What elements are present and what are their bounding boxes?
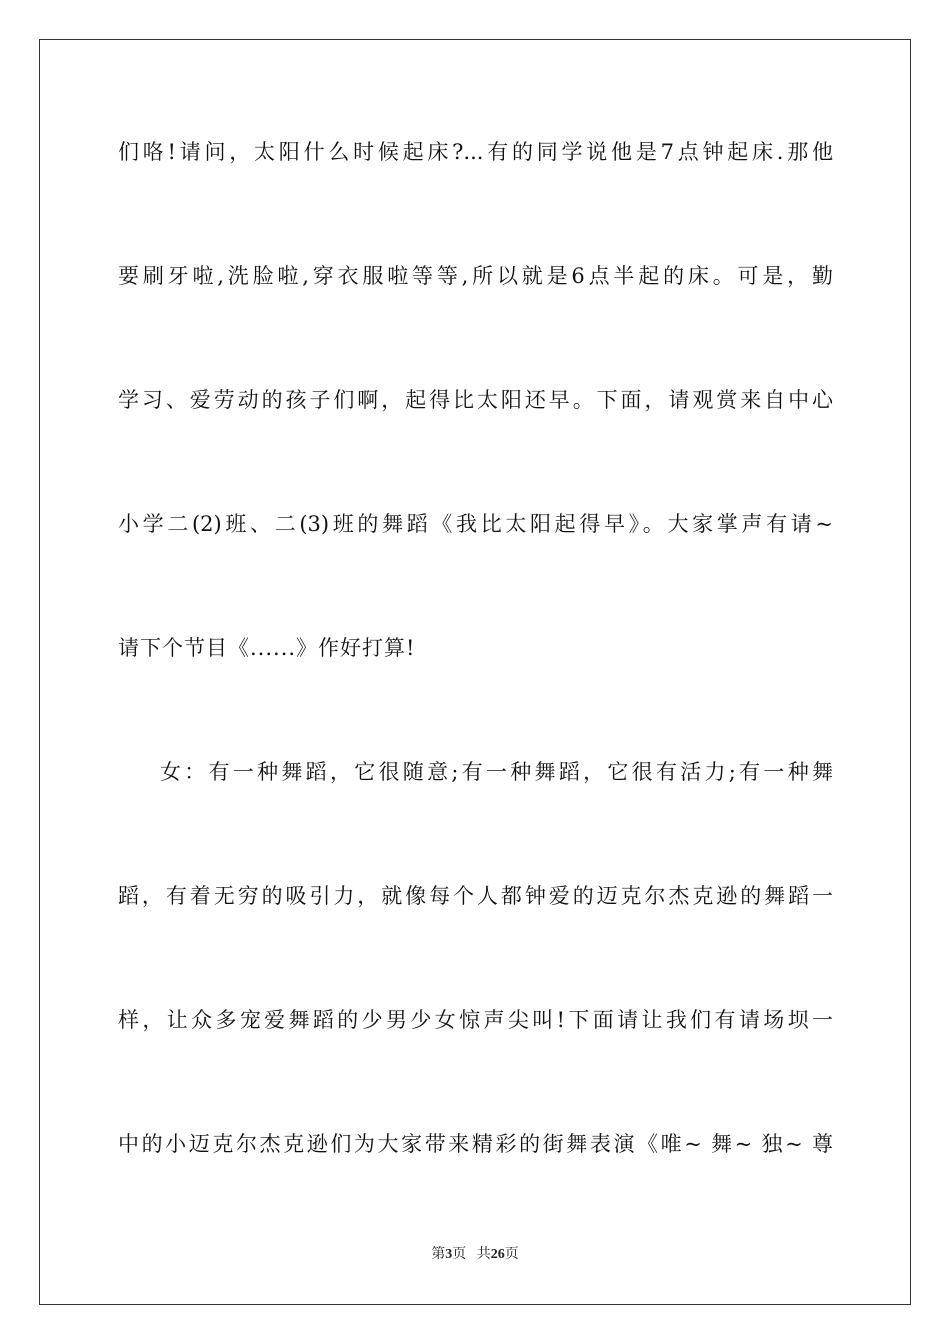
text-line-2: 要刷牙啦,洗脸啦,穿衣服啦等等,所以就是6点半起的床。可是，勤 (118, 264, 833, 288)
text-line-5: 请下个节目《......》作好打算! (118, 636, 416, 660)
text-line-9: 中的小迈克尔杰克逊们为大家带来精彩的街舞表演《唯~ 舞~ 独~ 尊 (118, 1132, 833, 1156)
footer-total-suffix: 页 (504, 1247, 519, 1262)
page-footer (0, 1246, 950, 1264)
text-line-6: 女：有一种舞蹈，它很随意;有一种舞蹈，它很有活力;有一种舞 (160, 760, 833, 784)
page-border (39, 39, 911, 1305)
text-line-7: 蹈，有着无穷的吸引力，就像每个人都钟爱的迈克尔杰克逊的舞蹈一 (118, 884, 833, 908)
footer-page-prefix: 第 (431, 1247, 446, 1262)
footer-page-number: 3 (445, 1247, 453, 1262)
text-line-1: 们咯!请问，太阳什么时候起床?...有的同学说他是7点钟起床.那他 (118, 140, 833, 164)
text-line-8: 样，让众多宠爱舞蹈的少男少女惊声尖叫!下面请让我们有请场坝一 (118, 1008, 833, 1032)
text-line-4: 小学二(2)班、二(3)班的舞蹈《我比太阳起得早》。大家掌声有请~ (118, 512, 833, 536)
text-line-3: 学习、爱劳动的孩子们啊，起得比太阳还早。下面，请观赏来自中心 (118, 388, 833, 412)
footer-total-pages: 26 (490, 1247, 505, 1262)
footer-total-prefix: 共 (476, 1247, 491, 1262)
footer-page-suffix: 页 (452, 1247, 467, 1262)
